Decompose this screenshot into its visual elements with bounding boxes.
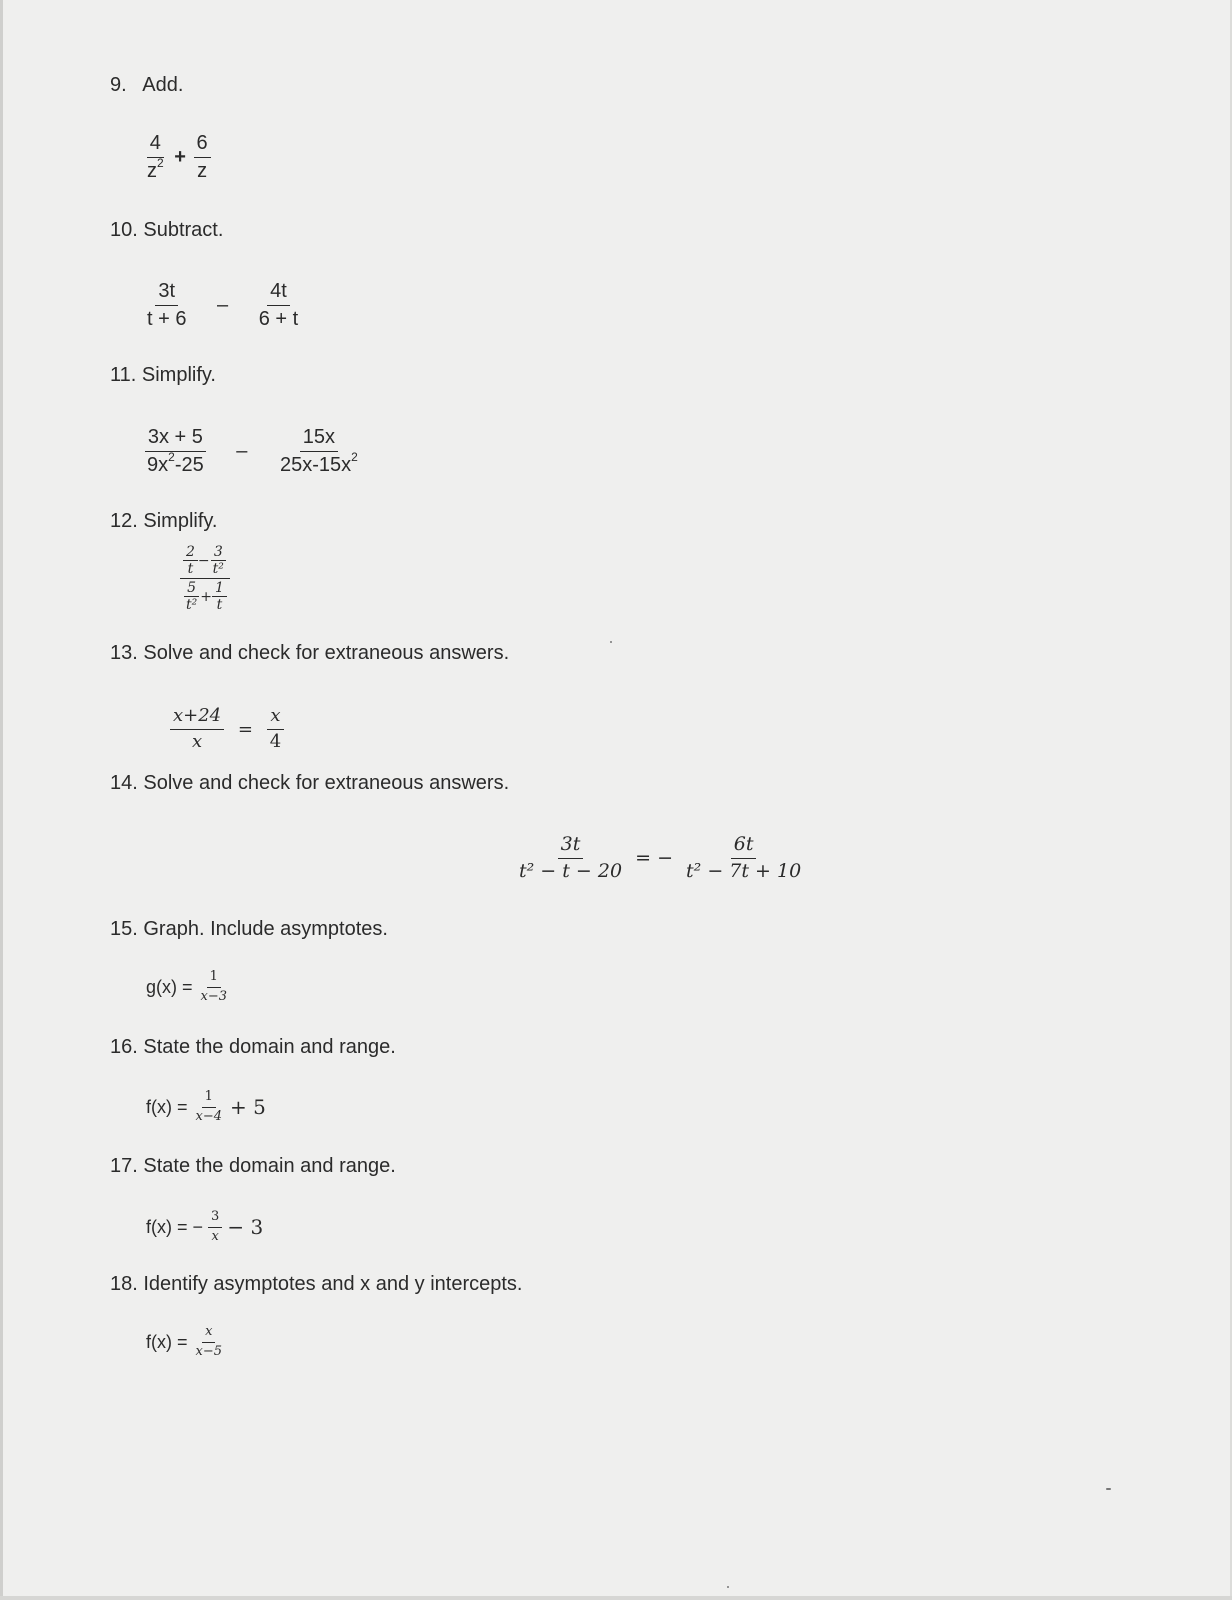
problem-number: 10. — [110, 219, 138, 241]
page-bottom-edge — [0, 1596, 1232, 1600]
problem-9-expression — [144, 132, 211, 183]
page-left-edge — [0, 0, 3, 1600]
function-lhs: f(x) = — [146, 1331, 188, 1352]
problem-text: Subtract. — [143, 219, 224, 241]
problem-number: 16. — [110, 1036, 138, 1058]
problem-13-equation — [170, 706, 284, 752]
problem-17-function — [146, 1210, 263, 1245]
equals-sign: = — [237, 718, 253, 740]
fraction-1-over-x-minus-4: $\frac{1}{x-4}$ — [195, 1089, 223, 1124]
fraction-3x-plus-5-over-9x2-25: $\frac{3x + 5}{9x^2-25}$ — [144, 426, 207, 477]
fraction-x-plus-24-over-x: $\frac{x+24}{x}$ — [170, 706, 224, 752]
fraction-3-over-x: $\frac{3}{x}$ — [208, 1210, 222, 1245]
scan-speck — [727, 1586, 729, 1588]
problem-number: 11. — [110, 364, 137, 386]
problem-text: Solve and check for extraneous answers. — [143, 642, 510, 664]
problem-number: 12. — [110, 510, 138, 532]
problem-17-prompt — [110, 1155, 396, 1178]
problem-11-expression — [144, 426, 361, 477]
fraction-3t-over-t-plus-6: $\frac{3t}{t + 6}$ — [147, 280, 187, 330]
problem-16-function — [146, 1090, 266, 1125]
fraction-x-over-4: $\frac{x}{4}$ — [267, 706, 284, 752]
minus-sign: – — [236, 440, 248, 462]
function-tail: − 3 — [227, 1215, 264, 1240]
problem-number: 15. — [110, 918, 138, 940]
problem-text: Identify asymptotes and x and y intercepts. — [143, 1273, 523, 1295]
problem-12-complex-fraction — [180, 544, 230, 613]
fraction-3t-over-quadratic: $\frac{3t}{\text{t² − t − 20}}$ — [519, 833, 623, 882]
problem-text: Simplify. — [141, 364, 216, 386]
minus-sign: – — [217, 294, 229, 316]
problem-text: Solve and check for extraneous answers. — [143, 772, 510, 794]
problem-15-prompt — [110, 918, 388, 941]
function-lhs: f(x) = − — [146, 1216, 204, 1237]
problem-number: 13. — [110, 642, 138, 664]
function-lhs: f(x) = — [146, 1096, 188, 1117]
problem-14-equation — [516, 834, 804, 883]
fraction-1-over-x-minus-3: $\frac{1}{x-3}$ — [200, 969, 228, 1004]
problem-number: 17. — [110, 1155, 138, 1177]
problem-9-prompt — [110, 74, 183, 97]
problem-10-prompt — [110, 219, 223, 242]
fraction-x-over-x-minus-5: $\frac{x}{x-5}$ — [195, 1324, 223, 1359]
problem-14-prompt — [110, 772, 509, 795]
problem-15-function — [146, 970, 230, 1005]
problem-12-prompt — [110, 510, 217, 533]
problem-11-prompt — [110, 364, 216, 387]
problem-10-expression — [144, 280, 301, 331]
problem-18-prompt — [110, 1273, 522, 1296]
fraction-6t-over-quadratic: $\frac{6t}{\text{t² − 7t + 10}}$ — [686, 833, 802, 882]
problem-18-function — [146, 1325, 225, 1360]
complex-fraction: $\frac{2}{t}$ − $\frac{3}{\text{t²}}$ $\frac{5}{\text{t²}}$ + $\frac{1}{t}$ — [180, 544, 230, 613]
problem-number: 9. — [110, 74, 127, 96]
plus-sign: + — [174, 146, 186, 168]
scan-speck — [610, 641, 612, 643]
equals-negative-sign: = − — [635, 847, 673, 870]
fraction-4t-over-6-plus-t: $\frac{4t}{6 + t}$ — [258, 280, 299, 330]
problem-text: State the domain and range. — [143, 1036, 396, 1058]
fraction-6-over-z: $\frac{6}{z}$ — [194, 132, 211, 183]
problem-13-prompt — [110, 642, 509, 665]
scan-speck — [1106, 1488, 1111, 1490]
problem-text: Add. — [142, 74, 184, 96]
problem-text: Graph. Include asymptotes. — [143, 918, 388, 940]
function-lhs: g(x) = — [146, 976, 193, 997]
problem-16-prompt — [110, 1036, 396, 1059]
fraction-15x-over-25x-15x2: $\frac{15x}{25x-15x^2}$ — [279, 426, 358, 476]
fraction-4-over-z2: $\frac{4}{z^2}$ — [147, 132, 164, 182]
problem-text: Simplify. — [143, 510, 218, 532]
problem-text: State the domain and range. — [143, 1155, 396, 1177]
function-tail: + 5 — [230, 1095, 266, 1120]
problem-number: 18. — [110, 1273, 138, 1295]
problem-number: 14. — [110, 772, 138, 794]
